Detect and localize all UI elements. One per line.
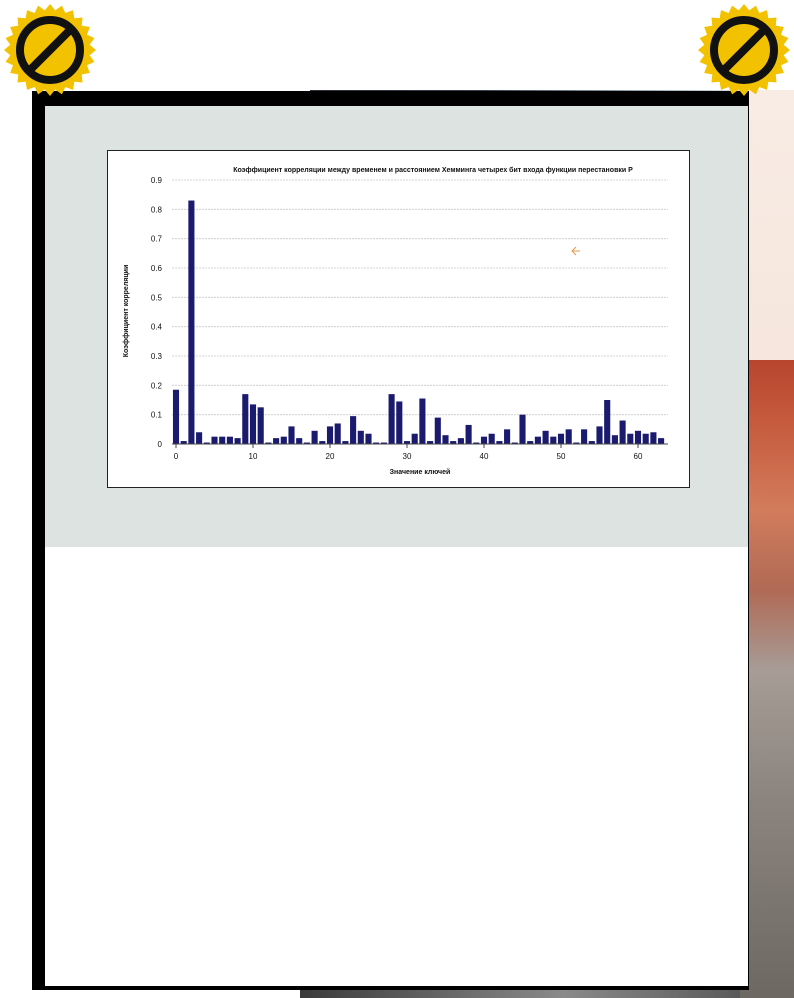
bar — [535, 437, 541, 444]
no-entry-icon — [2, 2, 98, 98]
bar — [466, 425, 472, 444]
y-tick-label: 0 — [157, 440, 162, 449]
bar — [543, 431, 549, 444]
bar — [620, 421, 626, 444]
bar — [481, 437, 487, 444]
bar — [627, 434, 633, 444]
bar — [458, 438, 464, 444]
x-tick-label: 10 — [248, 452, 258, 461]
bar — [612, 435, 618, 444]
bar — [312, 431, 318, 444]
bar — [288, 426, 294, 444]
y-tick-label: 0.5 — [150, 293, 162, 303]
y-tick-label: 0.2 — [150, 381, 162, 391]
x-tick-label: 20 — [325, 452, 335, 461]
chart-container — [107, 150, 690, 488]
bar — [219, 437, 225, 444]
bar — [281, 437, 287, 444]
y-tick-label: 0.4 — [150, 322, 162, 332]
bar — [335, 423, 341, 444]
bar — [558, 434, 564, 444]
bar — [350, 416, 356, 444]
y-tick-label: 0.3 — [150, 352, 162, 361]
bar — [566, 429, 572, 444]
x-tick-label: 50 — [556, 452, 566, 461]
x-tick-label: 30 — [402, 452, 412, 461]
bar — [196, 432, 202, 444]
bar — [550, 437, 556, 444]
bar — [358, 431, 364, 444]
y-tick-label: 0.9 — [150, 176, 162, 185]
y-tick-label: 0.1 — [150, 410, 162, 420]
bar — [250, 404, 256, 444]
bar — [296, 438, 302, 444]
bar — [604, 400, 610, 444]
y-tick-label: 0.6 — [150, 264, 162, 273]
bar — [188, 201, 194, 444]
bar — [365, 434, 371, 444]
bar — [442, 435, 448, 444]
x-axis-ticks — [174, 444, 643, 461]
bar — [658, 438, 664, 444]
chart-grid — [172, 180, 668, 415]
chart-bars — [173, 201, 664, 444]
y-tick-label: 0.7 — [150, 234, 162, 244]
x-axis-label: Значение ключей — [389, 469, 451, 476]
bar — [242, 394, 248, 444]
bar — [173, 390, 179, 444]
bar — [389, 394, 395, 444]
bar — [504, 429, 510, 444]
no-entry-icon — [696, 2, 792, 98]
bar — [581, 429, 587, 444]
x-tick-label: 0 — [173, 452, 179, 461]
bar-chart — [108, 151, 689, 487]
bar — [635, 431, 641, 444]
bar — [211, 437, 217, 444]
bar — [596, 426, 602, 444]
bar — [227, 437, 233, 444]
y-axis-ticks — [151, 176, 163, 449]
bar — [273, 438, 279, 444]
x-tick-label: 60 — [633, 452, 643, 461]
bar — [412, 434, 418, 444]
bar — [519, 415, 525, 444]
y-tick-label: 0.8 — [150, 205, 162, 215]
chart-title: Коэффициент корреляции между временем и расстоянием Хемминга четырех бит входа функции перестановки Р — [233, 167, 633, 174]
bar — [396, 401, 402, 444]
bar — [650, 432, 656, 444]
bar — [435, 418, 441, 444]
x-tick-label: 40 — [479, 452, 489, 461]
bar — [643, 434, 649, 444]
bar — [489, 434, 495, 444]
bar — [327, 426, 333, 444]
bar — [235, 438, 241, 444]
bar — [419, 399, 425, 444]
y-axis-label: Коэффициент корреляции — [123, 264, 130, 358]
bar — [258, 407, 264, 444]
arrow-left-icon — [572, 247, 580, 255]
